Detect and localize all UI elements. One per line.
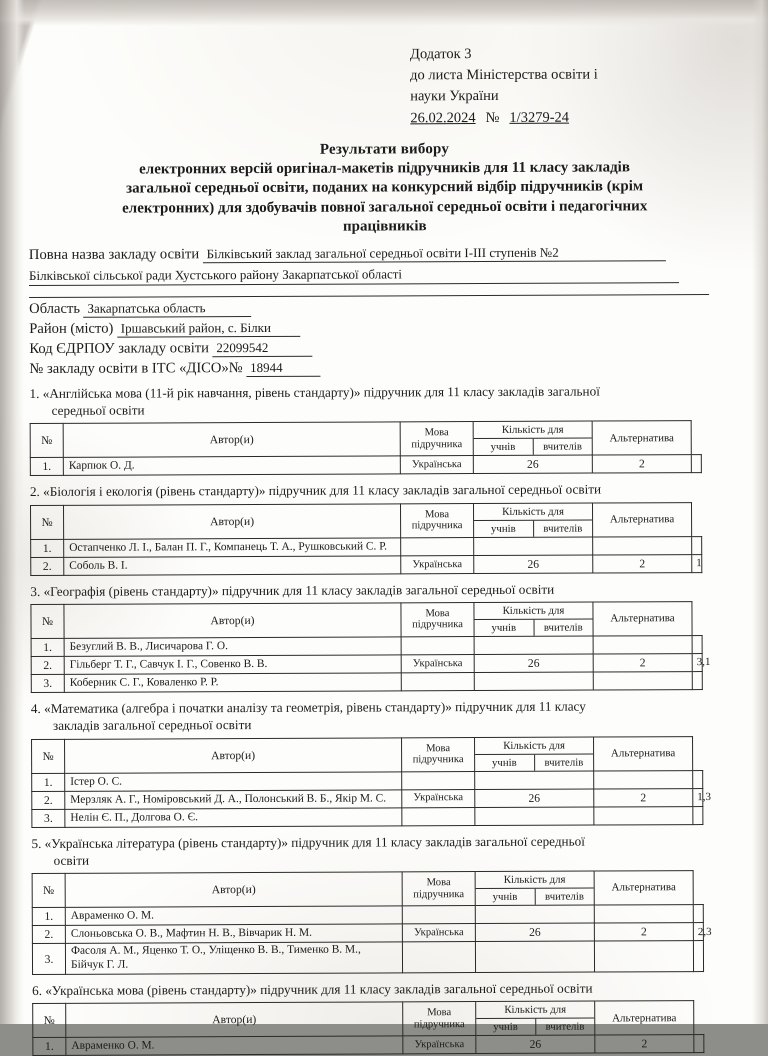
cell-num: 1. [32, 773, 65, 791]
region-label: Область [29, 300, 81, 317]
cell-author: Істер О. С. [65, 771, 402, 791]
cell-num: 2. [32, 926, 65, 944]
books-table [32, 870, 712, 975]
subject-number: 3. [30, 583, 41, 599]
header-count-teachers: вчителів [534, 889, 594, 905]
header-language: Мова підручника [400, 503, 473, 537]
cell-teachers [593, 536, 692, 554]
cell-pupils: 26 [474, 555, 593, 574]
cell-num: 2. [32, 791, 65, 809]
cell-alternative [692, 672, 702, 690]
header-alternative: Альтернатива [592, 421, 691, 455]
header-language: Мова підручника [403, 1002, 476, 1036]
header-count-teachers: вчителів [535, 1019, 595, 1035]
cell-author: Безуглий В. В., Лисичарова Г. О. [64, 637, 401, 657]
header-author: Автор(и) [65, 737, 402, 773]
cell-teachers [594, 770, 693, 788]
cell-language: Українська [401, 555, 474, 573]
header-count-top: Кількість для [474, 422, 592, 440]
header-count-top: Кількість для [474, 602, 592, 620]
cell-language: Українська [402, 789, 475, 807]
cell-pupils [475, 771, 594, 790]
subject-block [32, 979, 744, 1056]
header-num: № [30, 424, 63, 458]
header-count [476, 1001, 595, 1036]
subject-list [29, 382, 744, 1056]
table-row [31, 554, 702, 575]
header-count-pupils: учнів [490, 441, 516, 454]
cell-teachers: 2 [593, 654, 692, 672]
header-count [475, 737, 594, 772]
table-wrapper [32, 1000, 744, 1056]
district-value: Іршавський район, с. Білки [117, 320, 300, 338]
header-count [473, 421, 592, 456]
header-count [473, 503, 592, 538]
table-wrapper [32, 870, 744, 975]
cell-teachers [593, 636, 692, 654]
header-author: Автор(и) [64, 603, 401, 639]
header-count [475, 871, 594, 906]
subject-text-line2: закладів загальної середньої освіти [52, 717, 252, 734]
cell-alternative [693, 941, 703, 972]
blank-rule-1 [29, 283, 709, 298]
cell-pupils: 26 [475, 789, 594, 808]
books-table [30, 420, 702, 476]
school-name-value-line2: Білківської сільської ради Хустського району Закарпатської області [29, 265, 679, 286]
cell-author: Остапченко Л. І., Балан П. Г., Компанець Т. А., Рушковський С. Р. [64, 538, 401, 558]
diso-label: № закладу освіти в ІТС «ДІСО»№ [29, 360, 243, 377]
ministry-line-1: до листа Міністерства освіти і [410, 66, 598, 84]
header-language: Мова підручника [402, 737, 475, 771]
page-title [28, 139, 740, 238]
subject-text: «Географія (рівень стандарту)» підручник для 11 класу закладів загальної середньої освіти [40, 581, 555, 599]
cell-num: 3. [32, 809, 65, 827]
header-num: № [31, 505, 64, 539]
subject-number: 6. [32, 983, 43, 999]
header-alternative: Альтернатива [594, 736, 693, 770]
header-count-top: Кількість для [476, 1002, 594, 1020]
header-count-pupils: учнів [493, 1021, 518, 1034]
diso-value: 18944 [246, 360, 320, 377]
cell-language: Українська [401, 655, 474, 673]
table-row [31, 672, 702, 693]
district-label: Район (місто) [29, 320, 114, 337]
books-table [31, 736, 712, 828]
school-name-label: Повна назва закладу освіти [28, 246, 200, 263]
header-count-teachers: вчителів [533, 520, 593, 536]
region-row [29, 298, 741, 318]
cell-language [402, 906, 475, 924]
cell-pupils [475, 807, 594, 826]
letter-number: 1/3279-24 [509, 109, 570, 126]
cell-author: Нелін Є. П., Долгова О. Є. [65, 808, 402, 828]
header-alternative: Альтернатива [595, 1001, 694, 1035]
cell-language [401, 673, 474, 691]
subject-number: 4. [30, 701, 41, 717]
cell-language [402, 807, 475, 825]
cell-num: 3. [31, 674, 64, 692]
subject-heading [32, 979, 744, 999]
cell-teachers [594, 905, 693, 923]
subject-text: «Математика (алгебра і початки аналізу та геометрія, рівень стандарту)» підручник для 11 класу [40, 698, 586, 717]
school-name-value: Білківський заклад загальної середньої освіти І-ІІІ ступенів №2 [203, 244, 666, 263]
cell-teachers: 2 [594, 923, 693, 941]
header-num: № [33, 1004, 66, 1038]
title-line-1: Результати вибору [319, 141, 450, 158]
table-header-row [31, 502, 702, 539]
table-header-row [33, 1001, 704, 1038]
subject-block [31, 697, 744, 828]
cell-author: Соболь В. І. [64, 556, 401, 576]
table-row [32, 941, 703, 975]
title-line-2: електронних версій оригінал-макетів підручників для 11 класу закладів [139, 159, 630, 178]
cell-author-line2: Бійчук Г. Л. [70, 958, 129, 971]
header-author: Автор(и) [66, 1002, 403, 1038]
cell-teachers [594, 806, 693, 824]
cell-author [65, 942, 402, 974]
subject-text: «Українська література (рівень стандарту)» підручник для 11 класу закладів загальної середньої [41, 833, 585, 851]
cell-pupils: 26 [474, 654, 593, 673]
cell-num: 1. [33, 1038, 66, 1056]
header-num: № [32, 739, 65, 773]
letter-number-row [410, 107, 740, 129]
cell-author: Авраменко О. М. [65, 906, 402, 926]
cell-pupils [475, 905, 594, 924]
cell-language: Українська [403, 1036, 476, 1054]
books-table [30, 601, 711, 693]
header-count-pupils: учнів [492, 890, 518, 904]
district-row [29, 318, 741, 338]
header-count-pupils: учнів [491, 756, 517, 769]
table-row [30, 455, 701, 476]
document-body [28, 43, 744, 1056]
school-name-row [29, 244, 741, 264]
subject-text: «Англійська мова (11-й рік навчання, рівень стандарту)» підручник для 11 класу закладів загальної [39, 383, 600, 401]
cell-pupils: 26 [475, 923, 594, 942]
cell-num: 1. [30, 458, 63, 476]
header-count [474, 602, 593, 637]
cell-language [402, 942, 475, 973]
subject-block [30, 480, 742, 575]
number-sign: № [485, 109, 500, 127]
header-count-top: Кількість для [474, 503, 592, 521]
header-alternative: Альтернатива [594, 871, 693, 905]
header-author: Автор(и) [63, 422, 400, 458]
cell-num: 1. [31, 539, 64, 557]
cell-teachers: 2 [592, 455, 691, 473]
cell-pupils: 26 [476, 1035, 595, 1054]
subject-heading [30, 580, 742, 600]
subject-number: 5. [31, 835, 42, 851]
title-line-3: загальної середньої освіти, поданих на конкурсний відбір підручників (крім [126, 178, 644, 198]
edrpou-label: Код ЄДРПОУ закладу освіти [29, 340, 209, 357]
header-num: № [32, 873, 65, 907]
ministry-line-2: науки України [410, 87, 499, 105]
cell-teachers: 2 [595, 1035, 694, 1053]
letter-date: 26.02.2024 [410, 110, 476, 127]
header-language: Мова підручника [402, 872, 475, 906]
edrpou-value: 22099542 [212, 340, 312, 357]
cell-pupils [474, 537, 593, 556]
table-wrapper [30, 501, 742, 575]
cell-language [401, 537, 474, 555]
subject-text: «Біологія і екологія (рівень стандарту)» підручник для 11 класу закладів загальної середньої освіти [39, 481, 602, 500]
subject-heading [30, 480, 742, 500]
table-row [32, 806, 703, 827]
cell-num: 1. [31, 638, 64, 656]
cell-alternative: 2,3 [693, 923, 703, 941]
cell-language: Українська [402, 924, 475, 942]
cell-author-line1: Фасоля А. М., Яценко Т. О., Уліщенко В. В., Тименко В. М., [70, 943, 361, 958]
cell-pupils [474, 672, 593, 691]
cell-num: 2. [31, 557, 64, 575]
header-alternative: Альтернатива [593, 602, 692, 636]
title-line-4: електронних) для здобувачів повної загальної середньої освіти і педагогічних [122, 197, 648, 217]
cell-alternative [692, 636, 702, 654]
cell-author: Авраменко О. М. [66, 1036, 403, 1056]
books-table [30, 502, 702, 576]
header-count-pupils: учнів [491, 621, 517, 634]
cell-alternative [692, 536, 702, 554]
table-header-row [32, 736, 703, 773]
subject-number: 2. [29, 484, 40, 500]
cell-language: Українська [400, 456, 473, 474]
subject-block [29, 382, 741, 477]
table-wrapper [31, 735, 743, 827]
cell-alternative: 1,3 [693, 788, 703, 806]
cell-num: 3. [32, 944, 65, 975]
header-author: Автор(и) [64, 503, 401, 539]
cell-alternative: 3,1 [692, 654, 702, 672]
cell-pupils [475, 941, 594, 972]
edrpou-row [29, 338, 741, 358]
diso-row [29, 358, 741, 378]
header-count-teachers: вчителів [534, 754, 594, 770]
cell-pupils [474, 636, 593, 655]
table-header-row [32, 871, 703, 908]
subject-text-line2: середньої освіти [51, 402, 145, 419]
cell-teachers [594, 941, 693, 972]
header-count-top: Кількість для [475, 737, 593, 755]
cell-teachers: 2 [594, 788, 693, 806]
table-row [33, 1035, 704, 1056]
cell-num: 1. [32, 907, 65, 925]
cell-alternative: 1 [692, 554, 702, 572]
books-table [32, 1000, 704, 1056]
header-author: Автор(и) [65, 872, 402, 908]
region-value: Закарпатська область [83, 300, 251, 318]
cell-author: Коберник С. Г., Коваленко Р. Р. [64, 673, 401, 693]
header-alternative: Альтернатива [592, 502, 691, 536]
table-wrapper [30, 420, 742, 476]
cell-language [401, 637, 474, 655]
table-wrapper [30, 601, 742, 693]
cell-alternative [691, 455, 701, 473]
subject-text: «Українська мова (рівень стандарту)» підручник для 11 класу закладів загальної середньої освіти [41, 980, 593, 999]
cell-teachers [593, 672, 692, 690]
subject-number: 1. [29, 385, 40, 401]
table-header-row [30, 421, 701, 458]
header-count-top: Кількість для [476, 872, 594, 890]
cell-alternative [693, 770, 703, 788]
cell-teachers: 2 [593, 554, 692, 572]
cell-alternative [694, 1035, 704, 1053]
header-language: Мова підручника [401, 602, 474, 636]
header-language: Мова підручника [400, 422, 473, 456]
subject-block [31, 832, 744, 975]
header-count-pupils: учнів [490, 522, 516, 535]
cell-pupils: 26 [473, 455, 592, 474]
cell-alternative [693, 905, 703, 923]
header-count-teachers: вчителів [533, 620, 593, 636]
header-block [410, 43, 740, 130]
title-line-5: працівників [342, 218, 427, 235]
cell-alternative [693, 806, 703, 824]
cell-author: Слоньовська О. В., Мафтин Н. В., Вівчарик Н. М. [65, 924, 402, 944]
header-count-teachers: вчителів [532, 439, 592, 455]
header-num: № [31, 604, 64, 638]
subject-text-line2: освіти [53, 852, 90, 868]
cell-author: Мерзляк А. Г., Номіровський Д. А., Полонський В. Б., Якір М. С. [65, 790, 402, 810]
cell-author: Карпюк О. Д. [63, 456, 400, 476]
subject-block [30, 580, 742, 694]
appendix-label: Додаток 3 [410, 46, 472, 63]
cell-num: 2. [31, 656, 64, 674]
cell-author: Гільберг Т. Г., Савчук І. Г., Совенко В. В. [64, 655, 401, 675]
cell-language [402, 771, 475, 789]
table-header-row [31, 602, 702, 639]
